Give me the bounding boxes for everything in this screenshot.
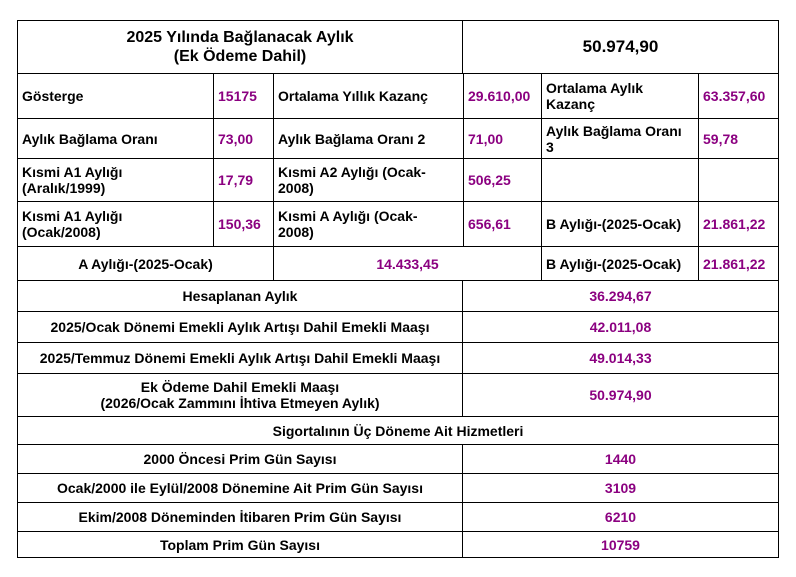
empty-cell-1 (542, 159, 699, 202)
aylik-baglama-orani-2-value: 71,00 (464, 119, 542, 159)
section-title: Sigortalının Üç Döneme Ait Hizmetleri (18, 417, 778, 445)
kismi-a1-aralik-label (18, 159, 214, 202)
ek-odeme-label (18, 374, 463, 417)
aylik-baglama-orani-value: 73,00 (214, 119, 274, 159)
ek-odeme-label-line1: Ek Ödeme Dahil Emekli Maaşı (140, 379, 340, 395)
toplam-prim-value: 10759 (601, 536, 640, 553)
prim-2008-sonrasi-value: 6210 (463, 503, 778, 532)
ocak-emekli-maasi-label: 2025/Ocak Dönemi Emekli Aylık Artışı Dahil Emekli Maaşı (18, 312, 463, 343)
kismi-a1-aralik-value: 17,79 (214, 159, 274, 202)
kismi-a1-ocak-label-line2: (Ocak/2008) (22, 224, 101, 240)
kismi-a1-ocak-value: 150,36 (214, 202, 274, 247)
gosterge-label: Gösterge (18, 74, 214, 119)
kismi-a1-ocak-label (18, 202, 214, 247)
ek-odeme-value: 50.974,90 (463, 374, 778, 417)
kismi-a2-label (274, 159, 464, 202)
kismi-a1-aralik-label-line1: Kısmi A1 Aylığı (22, 164, 123, 180)
kismi-a-label (274, 202, 464, 247)
ortalama-aylik-kazanc-label-line2: Kazanç (546, 96, 596, 112)
empty-cell-2 (699, 159, 778, 202)
ortalama-yillik-kazanc-value: 29.610,00 (464, 74, 542, 119)
prim-2008-sonrasi-label: Ekim/2008 Döneminden İtibaren Prim Gün Sayısı (18, 503, 463, 532)
temmuz-emekli-maasi-label: 2025/Temmuz Dönemi Emekli Aylık Artışı Dahil Emekli Maaşı (18, 343, 463, 374)
b-ayligi-label: B Aylığı-(2025-Ocak) (542, 202, 699, 247)
prim-2000-oncesi-label: 2000 Öncesi Prim Gün Sayısı (18, 445, 463, 474)
gosterge-value: 15175 (214, 74, 274, 119)
header-title-line1: 2025 Yılında Bağlanacak Aylık (126, 29, 354, 46)
ortalama-aylik-kazanc-label (542, 74, 699, 119)
prim-2000-2008-value: 3109 (463, 474, 778, 503)
header-title-cell (18, 21, 463, 74)
kismi-a1-ocak-label-line1: Kısmi A1 Aylığı (22, 208, 123, 224)
header-title-line2: (Ek Ödeme Dahil) (173, 48, 307, 65)
ortalama-aylik-kazanc-label-line1: Ortalama Aylık (546, 80, 644, 96)
hesaplanan-aylik-value: 36.294,67 (463, 281, 778, 312)
ocak-emekli-maasi-value: 42.011,08 (463, 312, 778, 343)
toplam-prim-label: Toplam Prim Gün Sayısı (18, 532, 463, 557)
aylik-baglama-orani-3-label-line1: Aylık Bağlama Oranı (546, 122, 682, 139)
b-ayligi-value: 21.861,22 (699, 202, 778, 247)
aylik-baglama-orani-label: Aylık Bağlama Oranı (18, 119, 214, 159)
ek-odeme-label-line2: (2026/Ocak Zammını İhtiva Etmeyen Aylık) (100, 395, 380, 411)
kismi-a-label-line1: Kısmi A Aylığı (Ocak- (278, 208, 418, 224)
aylik-baglama-orani-3-label (542, 119, 699, 159)
hesaplanan-aylik-label: Hesaplanan Aylık (18, 281, 463, 312)
aylik-baglama-orani-2-label: Aylık Bağlama Oranı 2 (274, 119, 464, 159)
ortalama-yillik-kazanc-label: Ortalama Yıllık Kazanç (274, 74, 464, 119)
prim-2000-2008-label: Ocak/2000 ile Eylül/2008 Dönemine Ait Prim Gün Sayısı (18, 474, 463, 503)
b-ayligi-label-2: B Aylığı-(2025-Ocak) (542, 247, 699, 281)
aylik-baglama-orani-3-label-line2: 3 (546, 138, 554, 155)
a-ayligi-label: A Aylığı-(2025-Ocak) (18, 247, 274, 281)
ortalama-aylik-kazanc-value: 63.357,60 (699, 74, 778, 119)
kismi-a1-aralik-label-line2: (Aralık/1999) (22, 180, 106, 196)
header-total: 50.974,90 (463, 21, 778, 74)
kismi-a-value: 656,61 (464, 202, 542, 247)
kismi-a2-value: 506,25 (464, 159, 542, 202)
kismi-a2-label-line2: 2008) (278, 180, 314, 196)
b-ayligi-value-2: 21.861,22 (699, 247, 778, 281)
kismi-a2-label-line1: Kısmi A2 Aylığı (Ocak- (278, 164, 426, 180)
a-ayligi-value: 14.433,45 (274, 247, 542, 281)
temmuz-emekli-maasi-value: 49.014,33 (463, 343, 778, 374)
kismi-a-label-line2: 2008) (278, 224, 314, 240)
prim-2000-oncesi-value: 1440 (463, 445, 778, 474)
aylik-baglama-orani-3-value: 59,78 (699, 119, 778, 159)
